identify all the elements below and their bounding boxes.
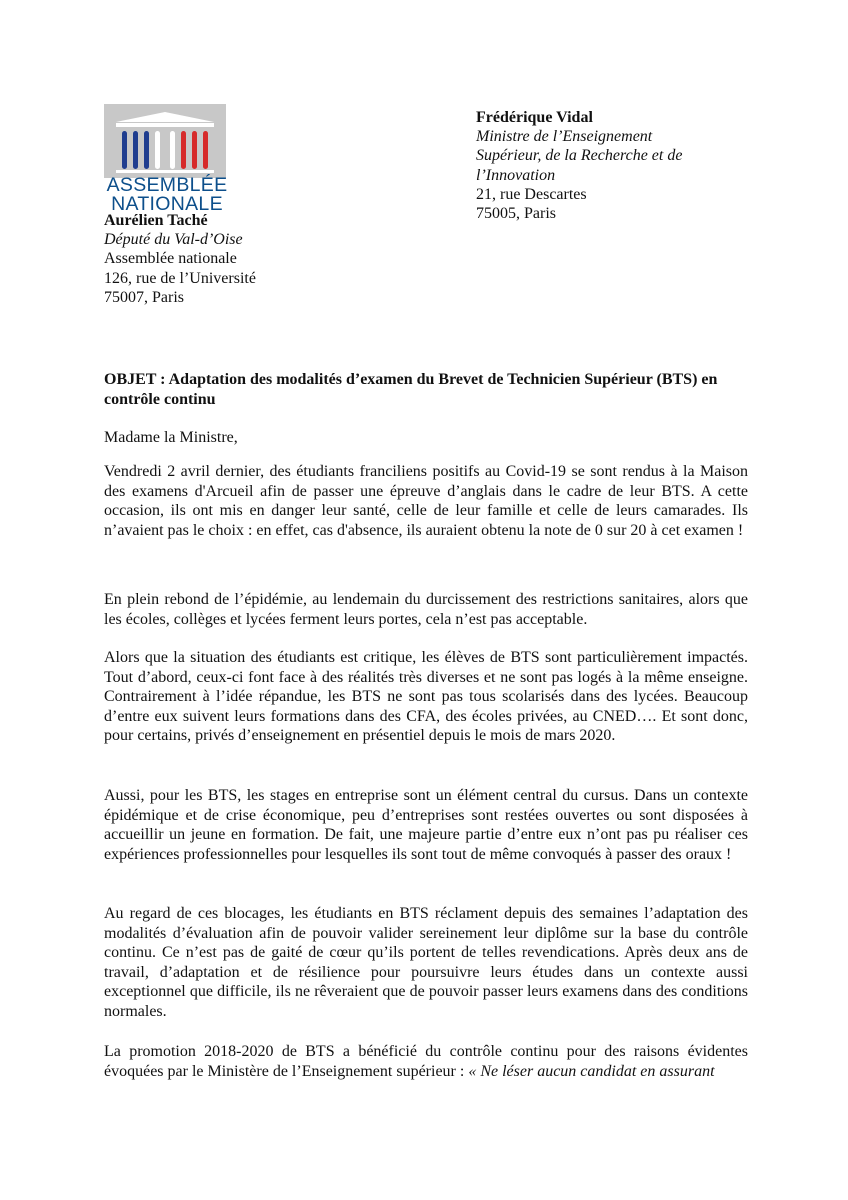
sender-address-block: [104, 211, 256, 307]
body-paragraph-1: Vendredi 2 avril dernier, des étudiants franciliens positifs au Covid-19 se sont rendus à la Maison des examens d'Arcueil afin de passer une épreuve d’anglais dans le cadre de leur BTS. A cette occasion, ils ont mis en danger leur santé, celle de leur famille et celle de leurs camarades. Ils n’avaient pas le choix : en effet, cas d'absence, ils auraient obtenu la note de 0 sur 20 à cet examen !: [104, 463, 748, 539]
recipient-city: 75005, Paris: [476, 205, 556, 223]
recipient-address-block: [476, 108, 682, 223]
letter-greeting: Madame la Ministre,: [104, 429, 238, 446]
recipient-name: Frédérique Vidal: [476, 109, 593, 126]
logo-line-2: NATIONALE: [111, 193, 223, 215]
body-paragraph-4: Aussi, pour les BTS, les stages en entreprise sont un élément central du cursus. Dans un contexte épidémique et de crise économique, peu d’entreprises sont restées ouvertes ou sont disposées à accueillir un jeune en formation. De fait, une majeure partie d’entre eux n’ont pas pu réaliser ces expériences professionnelles pour lesquelles ils sont tout de même convoqués à passer des oraux !: [104, 787, 748, 863]
body-paragraph-2: En plein rebond de l’épidémie, au lendemain du durcissement des restrictions sanitaires, alors que les écoles, collèges et lycées ferment leurs portes, cela n’est pas acceptable.: [104, 591, 748, 628]
body-paragraph-6-text: La promotion 2018-2020 de BTS a bénéficié du contrôle continu pour des raisons évidentes évoquées par le Ministère de l’Enseignement supérieur :: [104, 1043, 748, 1080]
recipient-title-line-3: l’Innovation: [476, 166, 556, 184]
recipient-street: 21, rue Descartes: [476, 185, 587, 203]
letter-subject: OBJET : Adaptation des modalités d’examen du Brevet de Technicien Supérieur (BTS) en contrôle continu: [104, 371, 718, 408]
logo-line-1: ASSEMBLÉE: [106, 174, 228, 196]
assemblee-building-icon: [104, 104, 226, 178]
sender-street: 126, rue de l’Université: [104, 269, 256, 287]
sender-name: Aurélien Taché: [104, 212, 208, 229]
body-paragraph-5: Au regard de ces blocages, les étudiants en BTS réclament depuis des semaines l’adaptation des modalités d’évaluation afin de pouvoir valider sereinement leur diplôme sur la base du contrôle continu. Ce n’est pas de gaité de cœur qu’ils portent de telles revendications. Après deux ans de travail, d’adaptation et de résilience pour poursuivre leurs études dans un contexte aussi exceptionnel que difficile, ils ne rêveraient que de pouvoir passer leurs examens dans des conditions normales.: [104, 905, 748, 1020]
assemblee-nationale-logo: [104, 104, 230, 214]
sender-org: Assemblée nationale: [104, 250, 237, 268]
recipient-title-line-1: Ministre de l’Enseignement: [476, 128, 653, 146]
logo-wordmark: [104, 176, 230, 214]
sender-title: Député du Val-d’Oise: [104, 231, 243, 249]
body-paragraph-3: Alors que la situation des étudiants est critique, les élèves de BTS sont particulièrement impactés. Tout d’abord, ceux-ci font face à des réalités très diverses et ne sont pas logés à la même enseigne. Contrairement à l’idée répandue, les BTS ne sont pas tous scolarisés dans des lycées. Beaucoup d’entre eux suivent leurs formations dans des CFA, des écoles privées, au CNED…. Et sont donc, pour certains, privés d’enseignement en présentiel depuis le mois de mars 2020.: [104, 649, 748, 745]
body-paragraph-6: [104, 1042, 748, 1081]
recipient-title-line-2: Supérieur, de la Recherche et de: [476, 147, 683, 165]
body-paragraph-6-quote: « Ne léser aucun candidat en assurant: [468, 1062, 715, 1080]
sender-city: 75007, Paris: [104, 288, 184, 306]
